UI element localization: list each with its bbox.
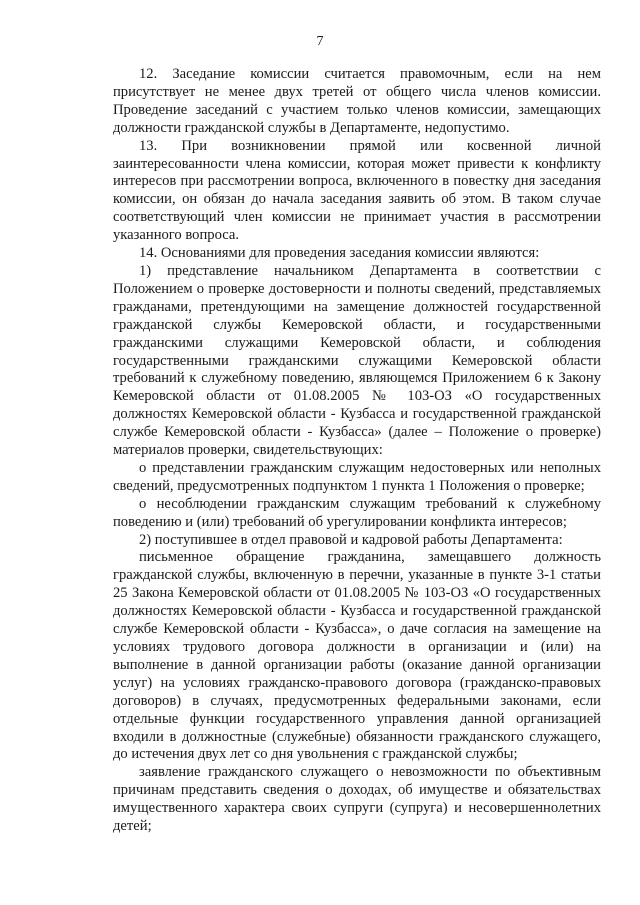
- paragraph-14-grounds: 14. Основаниями для проведения заседания комиссии являются:: [139, 245, 540, 262]
- document-body: [113, 66, 601, 836]
- paragraph-non-compliance: о несоблюдении гражданским служащим требований к служебному поведению и (или) требований об урегулировании конфликта интересов;: [113, 495, 601, 530]
- paragraph-12-quorum: 12. Заседание комиссии считается правомочным, если на нем присутствует не менее двух третей от общего числа членов комиссии. Проведение заседаний с участием только членов комиссии, замещающих должности гражданской службы в Департаменте, недопустимо.: [113, 66, 601, 136]
- page-number: 7: [316, 34, 324, 49]
- paragraph-14-item-2: 2) поступившее в отдел правовой и кадровой работы Департамента:: [139, 531, 563, 548]
- paragraph-written-appeal: письменное обращение гражданина, замещавшего должность гражданской службы, включенную в перечни, указанные в пункте 3-1 статьи 25 Закона Кемеровской области от 01.08.2005 № 103-ОЗ «О государственных должностях Кемеровской области - Кузбасса и государственной гражданской службе Кемеровской области - Кузбасса», о даче согласия на замещение на условиях трудового договора должности в организации и (или) на выполнение в данной организации работы (оказание данной организации услуг) на условиях гражданско-правового договора (гражданско-правовых договоров) в случаях, предусмотренных федеральными законами, если отдельные функции государственного управления данной организацией входили в должностные (служебные) обязанности гражданского служащего, до истечения двух лет со дня увольнения с гражданской службы;: [113, 549, 601, 763]
- paragraph-14-item-1: 1) представление начальником Департамента в соответствии с Положением о проверке достоверности и полноты сведений, представляемых гражданами, претендующими на замещение должностей государственной гражданской службы Кемеровской области, и государственными гражданскими служащими Кемеровской области, и соблюдения государственными гражданскими служащими Кемеровской области требований к служебному поведению, являющемся Приложением 6 к Закону Кемеровской области от 01.08.2005 № 103-ОЗ «О государственных должностях Кемеровской области - Кузбасса и государственной гражданской службе Кемеровской области - Кузбасса» (далее – Положение о проверке) материалов проверки, свидетельствующих:: [113, 262, 601, 459]
- paragraph-13-conflict-of-interest: 13. При возникновении прямой или косвенной личной заинтересованности члена комиссии, которая может привести к конфликту интересов при рассмотрении вопроса, включенного в повестку дня заседания комиссии, он обязан до начала заседания заявить об этом. В таком случае соответствующий член комиссии не принимает участия в рассмотрении указанного вопроса.: [113, 137, 601, 244]
- paragraph-statement-income: заявление гражданского служащего о невозможности по объективным причинам представить сведения о доходах, об имуществе и обязательствах имущественного характера своих супруги (супруга) и несовершеннолетних детей;: [113, 764, 601, 835]
- paragraph-inaccurate-information: о представлении гражданским служащим недостоверных или неполных сведений, предусмотренных подпунктом 1 пункта 1 Положения о проверке;: [113, 459, 601, 494]
